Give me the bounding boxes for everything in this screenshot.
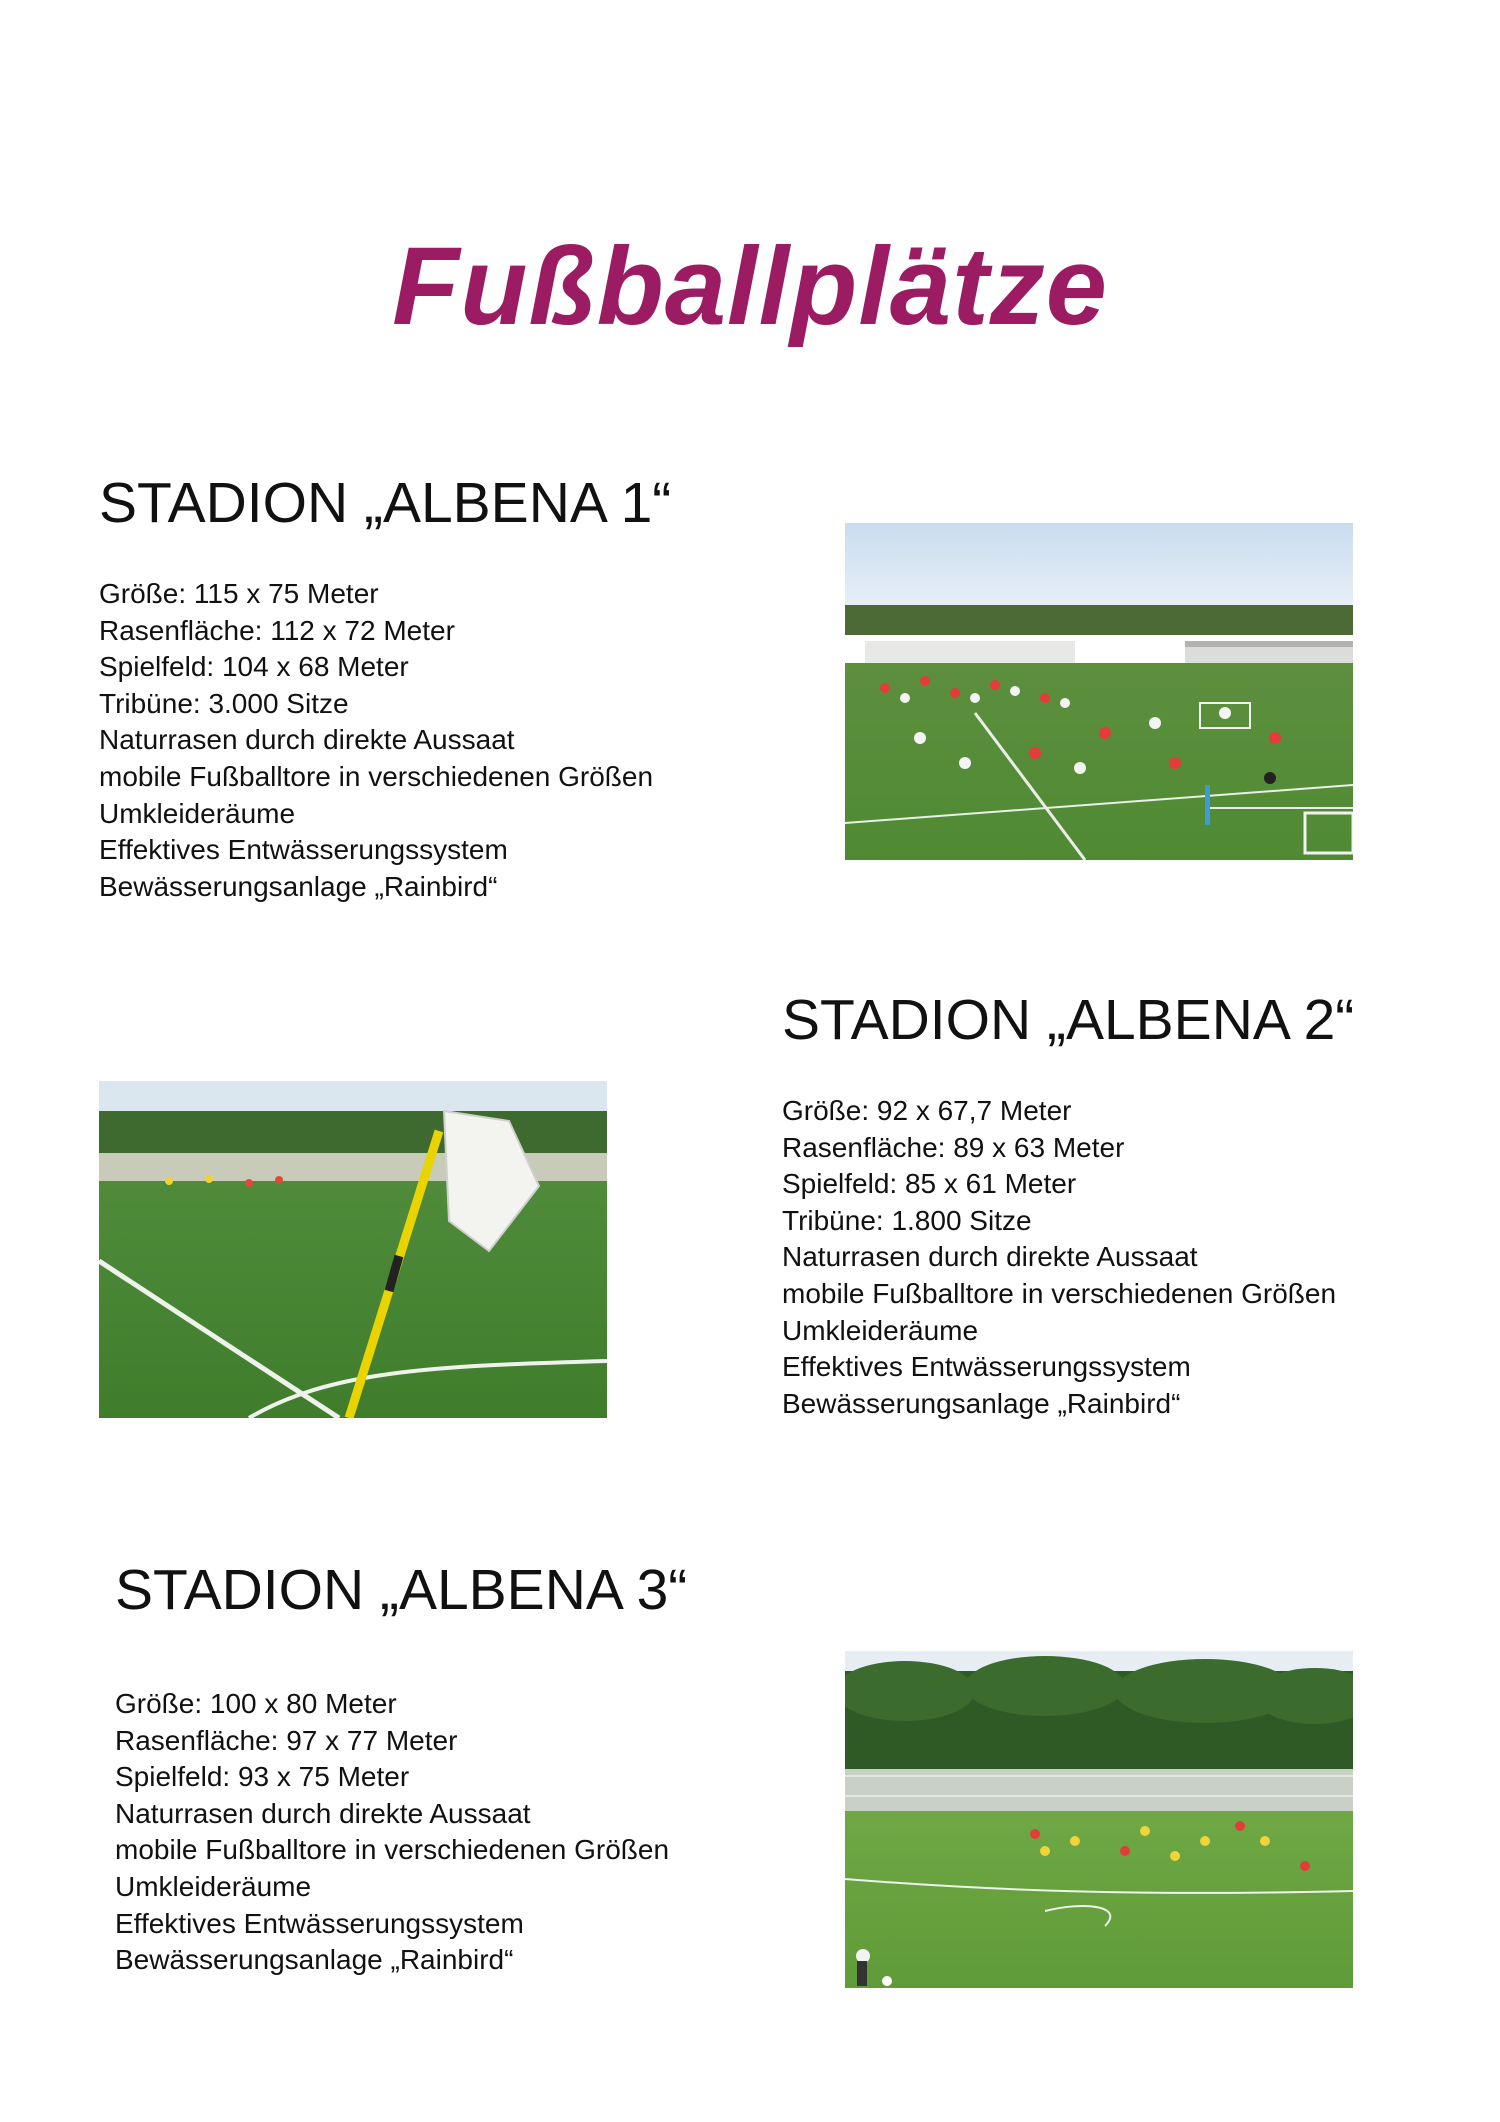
spec-playing-field: Spielfeld: 104 x 68 Meter [99, 651, 409, 683]
spec-natural-turf: Naturrasen durch direkte Aussaat [99, 724, 515, 756]
spec-size: Größe: 92 x 67,7 Meter [782, 1095, 1072, 1126]
stadium-specs-list [782, 1093, 1336, 1422]
spec-irrigation: Bewässerungsanlage „Rainbird“ [115, 1944, 514, 1976]
spec-changing-rooms: Umkleideräume [782, 1314, 979, 1346]
spec-changing-rooms: Umkleideräume [99, 797, 296, 829]
spec-turf-area: Rasenfläche: 89 x 63 Meter [782, 1131, 1125, 1163]
spec-irrigation: Bewässerungsanlage „Rainbird“ [782, 1387, 1181, 1419]
spec-playing-field: Spielfeld: 85 x 61 Meter [782, 1168, 1077, 1200]
spec-turf-area: Rasenfläche: 97 x 77 Meter [115, 1724, 458, 1756]
stadium-heading: STADION „ALBENA 3“ [115, 1558, 688, 1622]
spec-grandstand: Tribüne: 1.800 Sitze [782, 1204, 1032, 1236]
spec-mobile-goals: mobile Fußballtore in verschiedenen Größen [115, 1834, 670, 1866]
spec-changing-rooms: Umkleideräume [115, 1870, 312, 1902]
spec-drainage: Effektives Entwässerungssystem [99, 834, 508, 866]
spec-mobile-goals: mobile Fußballtore in verschiedenen Größen [782, 1277, 1337, 1309]
page-title: Fußballplätze [392, 224, 1108, 348]
spec-natural-turf: Naturrasen durch direkte Aussaat [115, 1797, 531, 1829]
spec-grandstand: Tribüne: 3.000 Sitze [99, 687, 349, 719]
spec-size: Größe: 100 x 80 Meter [115, 1688, 397, 1719]
stadium-specs-list [99, 576, 653, 905]
corner-flag-photo [99, 1081, 607, 1418]
stadium-specs-list [115, 1686, 669, 1979]
spec-mobile-goals: mobile Fußballtore in verschiedenen Größen [99, 760, 654, 792]
stadium-heading: STADION „ALBENA 1“ [99, 471, 672, 535]
spec-natural-turf: Naturrasen durch direkte Aussaat [782, 1241, 1198, 1273]
spec-size: Größe: 115 x 75 Meter [99, 578, 379, 609]
spec-drainage: Effektives Entwässerungssystem [782, 1351, 1191, 1383]
spec-irrigation: Bewässerungsanlage „Rainbird“ [99, 870, 498, 902]
spec-drainage: Effektives Entwässerungssystem [115, 1907, 524, 1939]
stadium-heading: STADION „ALBENA 2“ [782, 988, 1355, 1052]
spec-playing-field: Spielfeld: 93 x 75 Meter [115, 1761, 410, 1793]
spec-turf-area: Rasenfläche: 112 x 72 Meter [99, 614, 455, 646]
stadium-photo-players-on-pitch [845, 523, 1353, 860]
stadium-photo-match-with-trees [845, 1651, 1353, 1988]
